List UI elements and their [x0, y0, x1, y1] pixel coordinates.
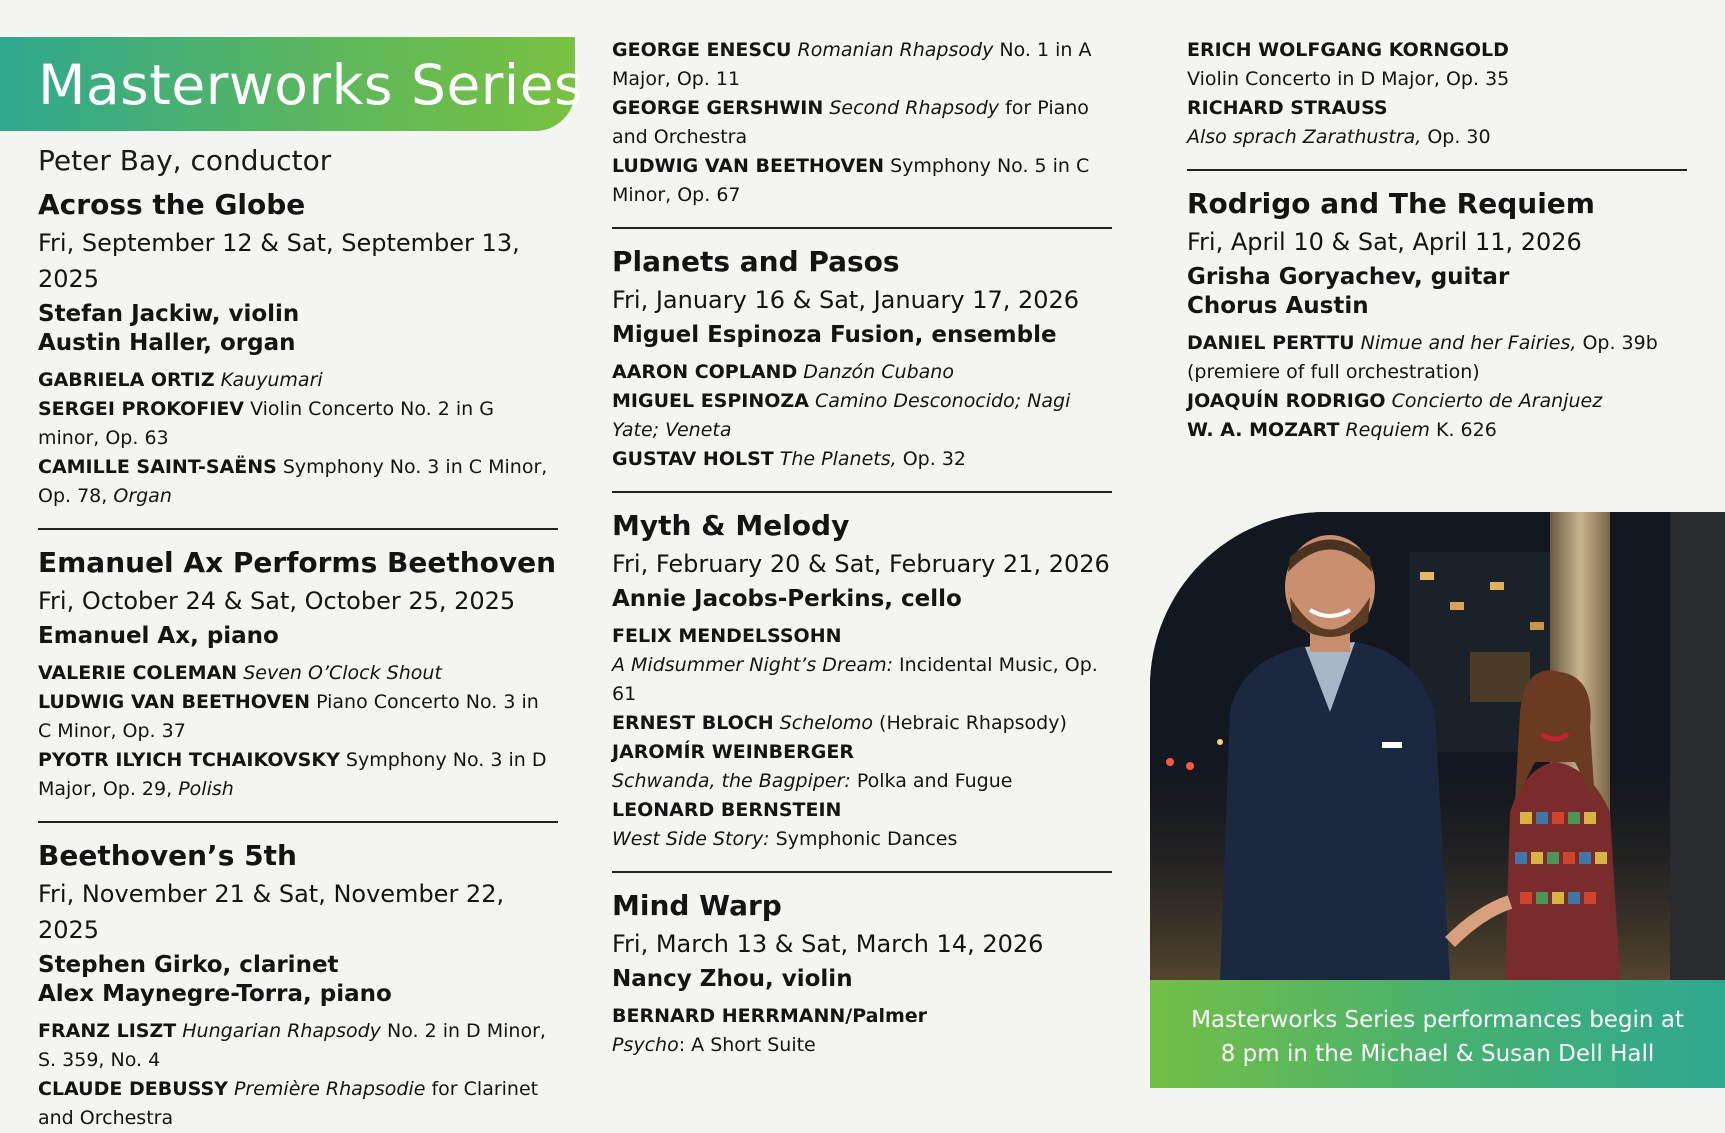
program-item — [1187, 329, 1687, 387]
composer: GUSTAV HOLST — [612, 448, 774, 470]
composer: AARON COPLAND — [612, 361, 798, 383]
performer: Stefan Jackiw, violin — [38, 301, 300, 327]
composer: RICHARD STRAUSS — [1187, 97, 1388, 119]
divider — [612, 227, 1112, 229]
composer: JOAQUÍN RODRIGO — [1187, 390, 1386, 412]
performer: Alex Maynegre-Torra, piano — [38, 981, 392, 1007]
program-item — [612, 1002, 1112, 1060]
work-text: : A Short Suite — [678, 1034, 816, 1056]
work-text: for Clarinet and Orchestra — [38, 1078, 539, 1129]
program-item — [38, 1075, 558, 1133]
program-item — [612, 387, 1112, 445]
work-text: K. 626 — [1436, 419, 1497, 441]
work-text: No. 2 in D Minor, S. 359, No. 4 — [38, 1020, 546, 1071]
performers — [38, 300, 558, 358]
concert-block — [612, 242, 1112, 474]
program-item — [1187, 387, 1687, 416]
work-title: Nimue and her Fairies, — [1360, 332, 1577, 354]
concert-block-continued — [1187, 36, 1687, 152]
work-title: Danzón Cubano — [803, 361, 954, 383]
performer: Nancy Zhou, violin — [612, 966, 853, 992]
column-2 — [612, 36, 1112, 1060]
photo-illustration — [1150, 512, 1725, 980]
program-item — [38, 659, 558, 688]
concert-block — [1187, 184, 1687, 445]
performer: Stephen Girko, clarinet — [38, 952, 339, 978]
work-title: Camino Desconocido; Nagi Yate; Veneta — [612, 390, 1071, 441]
work-title: Organ — [113, 485, 172, 507]
work-title: Schwanda, the Bagpiper: — [612, 770, 851, 792]
work-title: Concierto de Aranjuez — [1391, 390, 1603, 412]
composer: PYOTR ILYICH TCHAIKOVSKY — [38, 749, 340, 771]
caption-line: 8 pm in the Michael & Susan Dell Hall — [1220, 1041, 1655, 1067]
concert-date: Fri, September 12 & Sat, September 13, 2025 — [38, 229, 520, 293]
work-title: Schelomo — [779, 712, 873, 734]
performers — [612, 585, 1112, 614]
program-item — [612, 152, 1112, 210]
performer: Grisha Goryachev, guitar — [1187, 264, 1510, 290]
composer: ERICH WOLFGANG KORNGOLD — [1187, 39, 1509, 61]
work-text: Violin Concerto No. 2 in G minor, Op. 63 — [38, 398, 494, 449]
work-title: The Planets, — [779, 448, 897, 470]
composer: GEORGE ENESCU — [612, 39, 792, 61]
concert-block — [38, 185, 558, 511]
caption-line: Masterworks Series performances begin at — [1191, 1007, 1684, 1033]
program-item — [612, 738, 1112, 796]
concert-title: Beethoven’s 5th — [38, 839, 297, 872]
work-text: Symphonic Dances — [775, 828, 958, 850]
concert-date: Fri, October 24 & Sat, October 25, 2025 — [38, 587, 516, 615]
program-item — [38, 1017, 558, 1075]
composer: JAROMÍR WEINBERGER — [612, 741, 854, 763]
performers — [38, 951, 558, 1009]
series-banner — [0, 37, 584, 131]
composer: BERNARD HERRMANN/Palmer — [612, 1005, 928, 1027]
concert-date: Fri, January 16 & Sat, January 17, 2026 — [612, 286, 1080, 314]
performer: Miguel Espinoza Fusion, ensemble — [612, 322, 1057, 348]
composer: FELIX MENDELSSOHN — [612, 625, 842, 647]
concert-date: Fri, March 13 & Sat, March 14, 2026 — [612, 930, 1044, 958]
composer: GABRIELA ORTIZ — [38, 369, 215, 391]
program-item — [38, 366, 558, 395]
concert-block-continued — [612, 36, 1112, 210]
program-item — [1187, 94, 1687, 152]
work-text: Violin Concerto in D Major, Op. 35 — [1187, 68, 1510, 90]
composer: ERNEST BLOCH — [612, 712, 774, 734]
work-title: Première Rhapsodie — [233, 1078, 426, 1100]
performers — [38, 622, 558, 651]
work-title: Polish — [178, 778, 234, 800]
work-title: Requiem — [1345, 419, 1430, 441]
composer: W. A. MOZART — [1187, 419, 1340, 441]
concert-title: Myth & Melody — [612, 509, 850, 542]
work-title: A Midsummer Night’s Dream: — [612, 654, 893, 676]
divider — [612, 491, 1112, 493]
conductor-credit: Peter Bay, conductor — [38, 144, 332, 177]
work-title: Second Rhapsody — [829, 97, 1000, 119]
work-title: Kauyumari — [220, 369, 323, 391]
concert-block — [38, 543, 558, 804]
composer: LUDWIG VAN BEETHOVEN — [38, 691, 311, 713]
program-item — [38, 746, 558, 804]
composer: CAMILLE SAINT-SAËNS — [38, 456, 277, 478]
composer: GEORGE GERSHWIN — [612, 97, 824, 119]
composer: LEONARD BERNSTEIN — [612, 799, 842, 821]
work-text: Incidental Music, Op. 61 — [612, 654, 1098, 705]
work-title: West Side Story: — [612, 828, 770, 850]
composer: SERGEI PROKOFIEV — [38, 398, 245, 420]
work-text: Symphony No. 5 in C Minor, Op. 67 — [612, 155, 1090, 206]
program-item — [612, 94, 1112, 152]
concert-block — [612, 506, 1112, 854]
performance-info-caption — [1150, 980, 1725, 1088]
program-item — [38, 395, 558, 453]
work-text: (Hebraic Rhapsody) — [879, 712, 1067, 734]
composer: MIGUEL ESPINOZA — [612, 390, 809, 412]
divider — [1187, 169, 1687, 171]
work-title: Also sprach Zarathustra, — [1187, 126, 1422, 148]
performers — [612, 965, 1112, 994]
column-1 — [38, 185, 558, 1133]
program-item — [38, 453, 558, 511]
couple-photo — [1150, 512, 1725, 980]
concert-title: Rodrigo and The Requiem — [1187, 187, 1595, 220]
composer: FRANZ LISZT — [38, 1020, 177, 1042]
series-title: Masterworks Series — [38, 53, 584, 117]
work-text: Symphony No. 3 in D Major, Op. 29, — [38, 749, 547, 800]
concert-date: Fri, February 20 & Sat, February 21, 2026 — [612, 550, 1110, 578]
concert-title: Emanuel Ax Performs Beethoven — [38, 546, 557, 579]
concert-block — [38, 836, 558, 1133]
divider — [38, 528, 558, 530]
program-item — [612, 36, 1112, 94]
program-item — [612, 709, 1112, 738]
column-3 — [1187, 36, 1687, 445]
concert-date: Fri, November 21 & Sat, November 22, 2025 — [38, 880, 505, 944]
work-title: Seven O’Clock Shout — [243, 662, 442, 684]
work-text: for Piano and Orchestra — [612, 97, 1089, 148]
work-title: Hungarian Rhapsody — [182, 1020, 381, 1042]
concert-title: Planets and Pasos — [612, 245, 900, 278]
performer: Annie Jacobs-Perkins, cello — [612, 586, 962, 612]
program-item — [612, 358, 1112, 387]
work-title: Romanian Rhapsody — [797, 39, 994, 61]
performers — [612, 321, 1112, 350]
composer: VALERIE COLEMAN — [38, 662, 238, 684]
concert-block — [612, 886, 1112, 1060]
program-item — [612, 796, 1112, 854]
concert-title: Across the Globe — [38, 188, 306, 221]
program-item — [1187, 416, 1687, 445]
work-text: Symphony No. 3 in C Minor, Op. 78, — [38, 456, 548, 507]
divider — [38, 821, 558, 823]
program-item — [1187, 36, 1687, 94]
work-text: Op. 32 — [902, 448, 966, 470]
composer: DANIEL PERTTU — [1187, 332, 1355, 354]
work-text: Piano Concerto No. 3 in C Minor, Op. 37 — [38, 691, 539, 742]
composer: LUDWIG VAN BEETHOVEN — [612, 155, 885, 177]
performer: Chorus Austin — [1187, 293, 1369, 319]
work-text: No. 1 in A Major, Op. 11 — [612, 39, 1092, 90]
work-text: Op. 39b (premiere of full orchestration) — [1187, 332, 1658, 383]
program-item — [38, 688, 558, 746]
work-text: Polka and Fugue — [856, 770, 1013, 792]
work-text: Op. 30 — [1427, 126, 1491, 148]
program-item — [612, 622, 1112, 709]
concert-date: Fri, April 10 & Sat, April 11, 2026 — [1187, 228, 1582, 256]
program-item — [612, 445, 1112, 474]
composer: CLAUDE DEBUSSY — [38, 1078, 228, 1100]
performer: Austin Haller, organ — [38, 330, 296, 356]
performers — [1187, 263, 1687, 321]
concert-title: Mind Warp — [612, 889, 782, 922]
performer: Emanuel Ax, piano — [38, 623, 279, 649]
work-title: Psycho — [612, 1034, 679, 1056]
divider — [612, 871, 1112, 873]
